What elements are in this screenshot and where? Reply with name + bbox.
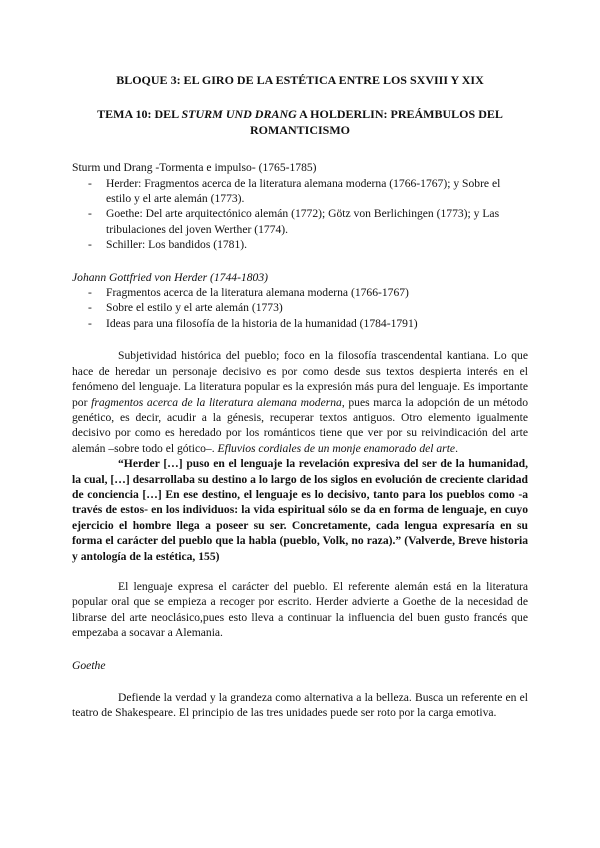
list-item-text: Goethe: Del arte arquitectónico alemán (1772); Götz von Berlichingen (1773); y Las tribulaciones del joven Werther (1774). [106, 207, 500, 236]
sturm-intro: Sturm und Drang -Tormenta e impulso- (1765-1785) [72, 161, 317, 175]
tema-title [72, 107, 528, 138]
goethe-paragraph-1: Defiende la verdad y la grandeza como alternativa a la belleza. Busca un referente en el teatro de Shakespeare. El principio de las tres unidades puede ser roto por la carga emotiva. [72, 691, 528, 720]
herder-p1-part2: , pues marca la adopción de un método genético, es decir, acudir a la génesis, recuperar textos antiguos. Otro elemento igualmente decisivo por como es heredado por los románticos tiene que ver por su reivindicación del arte alemán –sobre todo el gótico–. [72, 395, 528, 455]
dash-bullet: - [88, 176, 92, 190]
herder-works-list [72, 285, 528, 331]
list-item-text: Ideas para una filosofía de la historia de la humanidad (1784-1791) [106, 316, 418, 330]
list-item-text: Schiller: Los bandidos (1781). [106, 238, 248, 252]
tema-title-italic: STURM UND DRANG [181, 107, 297, 122]
herder-p1-part3: . [455, 441, 458, 455]
dash-bullet: - [88, 316, 92, 330]
bloque-title: BLOQUE 3: EL GIRO DE LA ESTÉTICA ENTRE LOS SXVIII Y XIX [116, 73, 484, 87]
list-item-text: Fragmentos acerca de la literatura alemana moderna (1766-1767) [106, 286, 409, 300]
list-item [88, 285, 528, 300]
herder-p1-part1: Subjetividad histórica del pueblo; foco en la filosofía trascendental kantiana. Lo que hace de heredar un personaje decisivo es por como desde sus textos despierta interés en el fenómeno del lenguaje. La literatura popular es la expresión más pura del lenguaje. Es importante por [72, 349, 528, 409]
herder-paragraph-2: El lenguaje expresa el carácter del pueblo. El referente alemán está en la literatura popular oral que se empieza a recoger por escrito. Herder advierte a Goethe de la necesidad de librarse del arte neoclásico,pues esto lleva a continuar la influencia del buen gusto francés que empezaba a socavar a Alemania. [72, 579, 528, 640]
list-item [88, 300, 528, 315]
list-item-text: Sobre el estilo y el arte alemán (1773) [106, 301, 283, 315]
sturm-list [72, 176, 528, 253]
herder-p1-italic1: fragmentos acerca de la literatura alemana moderna [91, 395, 342, 409]
list-item [88, 316, 528, 331]
list-item [88, 176, 528, 207]
herder-paragraph-1 [72, 348, 528, 456]
dash-bullet: - [88, 238, 92, 252]
herder-p1-italic2: Efluvios cordiales de un monje enamorado del arte [217, 441, 456, 455]
dash-bullet: - [88, 207, 92, 221]
dash-bullet: - [88, 286, 92, 300]
list-item [88, 206, 528, 237]
valverde-quote: “Herder […] puso en el lenguaje la revelación expresiva del ser de la humanidad, la cual, […] desarrollaba su destino a lo largo de los siglos en evolución de creciente claridad de conciencia […] En ese destino, el lenguaje es lo decisivo, tanto para los pueblos como -a través de estos- en los individuos: la vida espiritual sólo se da en forma de lenguaje, en cuyo ejercicio el hombre llega a poseer su ser. Concretamente, cada lengua expresaría en su forma el carácter del pueblo que la habla (pueblo, Volk, no raza).” (Valverde, Breve historia y antología de la estética, 155) [72, 457, 528, 563]
list-item-text: Herder: Fragmentos acerca de la literatura alemana moderna (1766-1767); y Sobre el estilo y el arte alemán (1773). [106, 176, 501, 206]
herder-heading: Johann Gottfried von Herder (1744-1803) [72, 270, 268, 284]
tema-title-suffix: A HOLDERLIN: PREÁMBULOS DEL ROMANTICISMO [249, 107, 503, 137]
goethe-heading: Goethe [72, 658, 106, 672]
dash-bullet: - [88, 301, 92, 315]
list-item [88, 237, 528, 252]
tema-title-prefix: TEMA 10: DEL [97, 107, 182, 122]
